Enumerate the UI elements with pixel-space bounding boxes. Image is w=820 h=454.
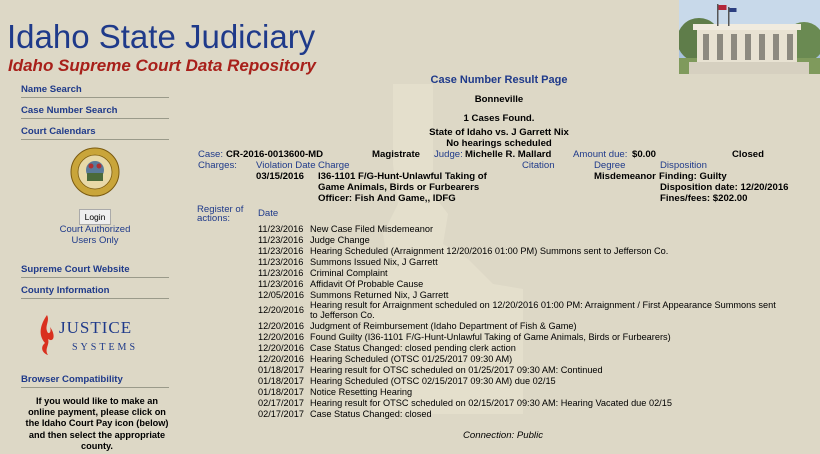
judge-label: Judge: xyxy=(434,149,463,160)
action-description: New Case Filed Misdemeanor xyxy=(310,224,434,234)
action-date: 12/20/2016 xyxy=(258,343,304,353)
login-button[interactable]: Login xyxy=(79,209,111,225)
systems-logo-text: SYSTEMS xyxy=(72,342,139,353)
action-description: Summons Returned Nix, J Garrett xyxy=(310,290,449,300)
action-date: 11/23/2016 xyxy=(258,257,304,267)
citation-header: Citation xyxy=(522,160,555,171)
charge-officer: Officer: Fish And Game,, IDFG xyxy=(318,193,456,204)
action-description: Judgment of Reimbursement (Idaho Department of Fish & Game) xyxy=(310,321,577,331)
cases-found-count: 1 Cases Found. xyxy=(463,113,535,124)
action-date: 12/20/2016 xyxy=(258,354,304,364)
action-description: Found Guilty (I36-1101 F/G-Hunt-Unlawful Taking of Game Animals, Birds or Furbearers) xyxy=(310,332,671,342)
charge-description-line2: Game Animals, Birds or Furbearers xyxy=(318,182,480,193)
sidebar-link-supreme-court-website[interactable]: Supreme Court Website xyxy=(21,264,169,278)
action-description: Hearing result for Arraignment scheduled on 12/20/2016 01:00 PM: Arraignment / First Appearance Summons sent xyxy=(310,300,776,310)
amount-due-label: Amount due: xyxy=(573,149,628,160)
action-date: 02/17/2017 xyxy=(258,398,304,408)
register-label-line2: actions: xyxy=(197,213,231,224)
case-number: CR-2016-0013600-MD xyxy=(226,149,324,160)
action-date: 01/18/2017 xyxy=(258,387,304,397)
charge-description-line1: I36-1101 F/G-Hunt-Unlawful Taking of xyxy=(318,171,487,182)
site-title: Idaho State Judiciary xyxy=(7,18,316,55)
page-heading: Case Number Result Page xyxy=(430,74,568,86)
action-date: 12/05/2016 xyxy=(258,290,304,300)
sidebar-link-court-calendars[interactable]: Court Calendars xyxy=(21,126,169,140)
action-date: 11/23/2016 xyxy=(258,279,304,289)
site-subtitle: Idaho Supreme Court Data Repository xyxy=(8,56,316,75)
sidebar-link-case-number-search[interactable]: Case Number Search xyxy=(21,105,169,119)
action-date: 11/23/2016 xyxy=(258,224,304,234)
site-header xyxy=(0,0,820,74)
action-date: 11/23/2016 xyxy=(258,268,304,278)
action-description: Hearing result for OTSC scheduled on 01/25/2017 09:30 AM: Continued xyxy=(310,365,603,375)
no-hearings-text: No hearings scheduled xyxy=(446,138,552,149)
action-description: Criminal Complaint xyxy=(310,268,388,278)
register-label-line1: Register of xyxy=(197,204,244,215)
action-date: 12/20/2016 xyxy=(258,305,304,315)
idaho-seal-icon xyxy=(70,147,120,197)
county-name: Bonneville xyxy=(474,94,524,105)
action-date: 02/17/2017 xyxy=(258,409,304,419)
case-type: Magistrate xyxy=(372,149,420,160)
court-authorized-text: Court Authorized Users Only xyxy=(59,224,131,246)
action-description: Judge Change xyxy=(310,235,370,245)
flame-icon xyxy=(36,313,58,357)
justice-systems-logo[interactable] xyxy=(36,313,166,358)
action-date: 11/23/2016 xyxy=(258,235,304,245)
case-status: Closed xyxy=(732,149,764,160)
fines-fees: Fines/fees: $202.00 xyxy=(660,193,748,204)
charge-finding: Finding: Guilty xyxy=(659,171,727,182)
action-description: Hearing result for OTSC scheduled on 02/15/2017 09:30 AM: Hearing Vacated due 02/15 xyxy=(310,398,672,408)
action-date: 01/18/2017 xyxy=(258,376,304,386)
amount-due-value: $0.00 xyxy=(632,149,657,160)
action-description: Case Status Changed: closed xyxy=(310,409,432,419)
charge-degree: Misdemeanor xyxy=(594,171,656,182)
justice-logo-text: JUSTICE xyxy=(59,318,133,337)
degree-header: Degree xyxy=(594,160,626,171)
sidebar-link-name-search[interactable]: Name Search xyxy=(21,84,169,98)
violation-date-header: Violation Date xyxy=(256,160,316,171)
action-description: Case Status Changed: closed pending clerk action xyxy=(310,343,516,353)
courthouse-image xyxy=(679,0,820,74)
judge-name: Michelle R. Mallard xyxy=(465,149,552,160)
action-date: 12/20/2016 xyxy=(258,332,304,342)
disposition-header: Disposition xyxy=(660,160,707,171)
main-content xyxy=(178,74,820,454)
case-label: Case: xyxy=(198,149,224,160)
register-date-header: Date xyxy=(258,208,279,219)
charge-header: Charge xyxy=(318,160,350,171)
charges-label: Charges: xyxy=(198,160,237,171)
connection-status: Connection: Public xyxy=(463,430,543,441)
action-date: 12/20/2016 xyxy=(258,321,304,331)
action-date: 01/18/2017 xyxy=(258,365,304,375)
sidebar-link-county-information[interactable]: County Information xyxy=(21,285,169,299)
sidebar-link-browser-compatibility[interactable]: Browser Compatibility xyxy=(21,374,169,388)
disposition-date: Disposition date: 12/20/2016 xyxy=(660,182,789,193)
sidebar xyxy=(0,74,178,454)
action-description: Hearing Scheduled (OTSC 02/15/2017 09:30 AM) due 02/15 xyxy=(310,376,556,386)
action-date: 11/23/2016 xyxy=(258,246,304,256)
case-title: State of Idaho vs. J Garrett Nix xyxy=(429,127,569,138)
action-description: Summons Issued Nix, J Garrett xyxy=(310,257,438,267)
payment-note: If you would like to make an online payment, please click on the Idaho Court Pay icon (below) and then select the appropriate county. xyxy=(25,396,169,451)
action-description: Hearing Scheduled (Arraignment 12/20/2016 01:00 PM) Summons sent to Jefferson Co. xyxy=(310,246,669,256)
action-description: Notice Resetting Hearing xyxy=(310,387,413,397)
action-description-continued: to Jefferson Co. xyxy=(310,310,375,320)
action-description: Affidavit Of Probable Cause xyxy=(310,279,424,289)
action-description: Hearing Scheduled (OTSC 01/25/2017 09:30 AM) xyxy=(310,354,513,364)
charge-date: 03/15/2016 xyxy=(256,171,305,182)
